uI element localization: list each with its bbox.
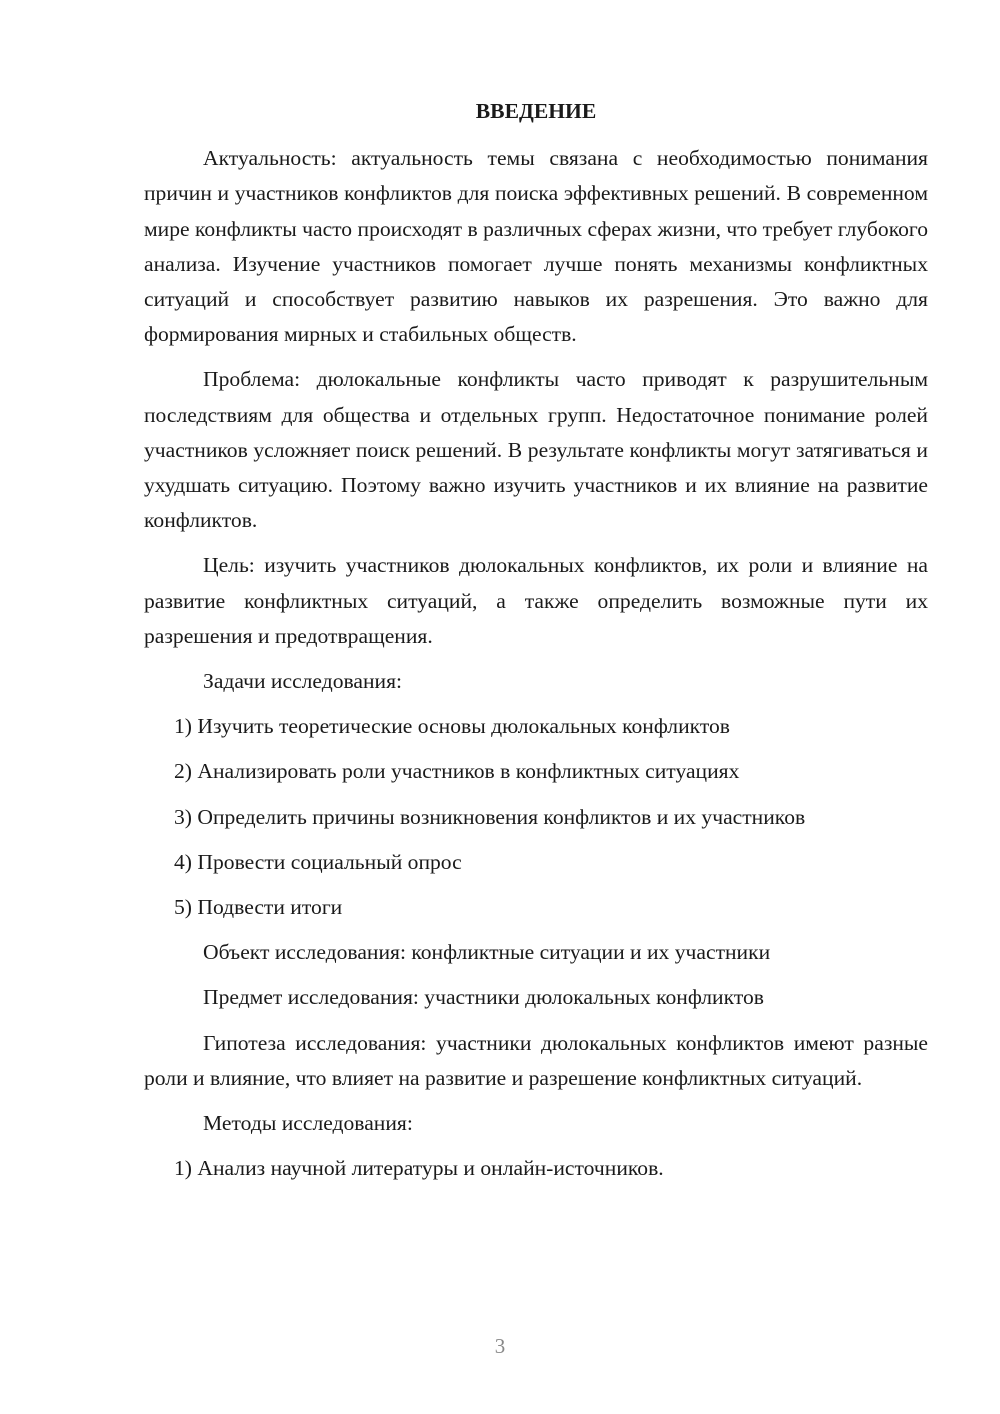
object-line: Объект исследования: конфликтные ситуации и их участники bbox=[203, 940, 771, 965]
document-page bbox=[144, 94, 928, 1196]
hypothesis-paragraph: Гипотеза исследования: участники дюлокальных конфликтов имеют разные роли и влияние, что влияет на развитие и разрешение конфликтных ситуаций. bbox=[144, 1030, 928, 1090]
methods-heading: Методы исследования: bbox=[203, 1111, 413, 1136]
task-item: 3) Определить причины возникновения конфликтов и их участников bbox=[174, 804, 806, 829]
task-item: 1) Изучить теоретические основы дюлокальных конфликтов bbox=[174, 714, 730, 739]
task-item: 5) Подвести итоги bbox=[174, 895, 343, 920]
page-number: 3 bbox=[494, 1334, 506, 1358]
method-item: 1) Анализ научной литературы и онлайн-источников. bbox=[174, 1156, 664, 1181]
problem-paragraph: Проблема: дюлокальные конфликты часто приводят к разрушительным последствиям для общества и отдельных групп. Недостаточное понимание ролей участников усложняет поиск решений. В результате конфликты могут затягиваться и ухудшать ситуацию. Поэтому важно изучить участников и их влияние на развитие конфликтов. bbox=[144, 367, 928, 533]
section-title: ВВЕДЕНИЕ bbox=[475, 99, 597, 123]
task-item: 2) Анализировать роли участников в конфликтных ситуациях bbox=[174, 759, 740, 784]
task-item: 4) Провести социальный опрос bbox=[174, 849, 462, 874]
goal-paragraph: Цель: изучить участников дюлокальных конфликтов, их роли и влияние на развитие конфликтных ситуаций, а также определить возможные пути их разрешения и предотвращения. bbox=[144, 553, 928, 648]
relevance-paragraph: Актуальность: актуальность темы связана с необходимостью понимания причин и участников конфликтов для поиска эффективных решений. В современном мире конфликты часто происходят в различных сферах жизни, что требует глубокого анализа. Изучение участников помогает лучше понять механизмы конфликтных ситуаций и способствует развитию навыков их разрешения. Это важно для формирования мирных и стабильных обществ. bbox=[144, 146, 928, 347]
tasks-heading: Задачи исследования: bbox=[203, 669, 403, 694]
subject-line: Предмет исследования: участники дюлокальных конфликтов bbox=[203, 985, 764, 1010]
